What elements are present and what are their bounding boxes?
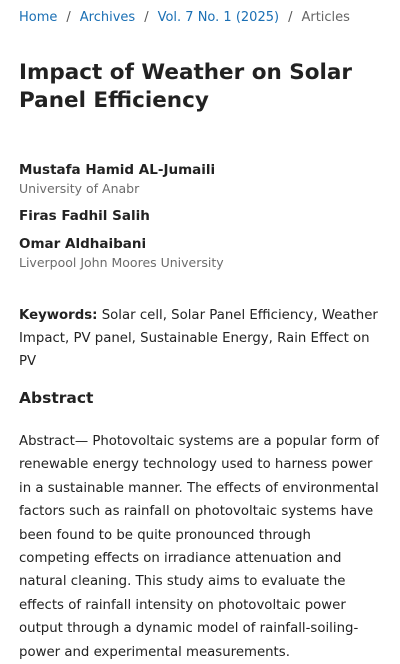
author-entry	[19, 206, 150, 226]
author-affiliation: Liverpool John Moores University	[19, 255, 224, 270]
breadcrumb-issue-link[interactable]: Vol. 7 No. 1 (2025)	[157, 10, 280, 25]
keywords-section	[19, 304, 381, 373]
author-name: Firas Fadhil Salih	[19, 208, 150, 224]
article-title: Impact of Weather on Solar Panel Efficiency	[19, 60, 353, 113]
keywords-label: Keywords:	[19, 308, 98, 323]
abstract-heading: Abstract	[19, 389, 94, 407]
author-entry	[19, 160, 215, 198]
breadcrumb-separator: /	[288, 10, 293, 25]
author-entry	[19, 234, 224, 272]
breadcrumb	[19, 9, 390, 26]
author-name: Mustafa Hamid AL-Jumaili	[19, 162, 216, 178]
breadcrumb-current: Articles	[301, 10, 350, 25]
breadcrumb-archives-link[interactable]: Archives	[79, 10, 136, 25]
abstract-text: Abstract— Photovoltaic systems are a popular form of renewable energy technology used to harness power in a sustainable manner. The effects of environmental factors such as rainfall on photovoltaic systems have been found to be quite pronounced through competing effects on irradiance attenuation and natural cleaning. This study aims to evaluate the effects of rainfall intensity on photovoltaic power output through a dynamic model of rainfall-soiling-power and experimental measurements.	[19, 434, 379, 660]
keywords-list: Solar cell, Solar Panel Efficiency, Weather Impact, PV panel, Sustainable Energy, Rain Effect on PV	[19, 308, 378, 369]
breadcrumb-home-link[interactable]: Home	[19, 10, 58, 25]
author-name: Omar Aldhaibani	[19, 236, 147, 252]
breadcrumb-separator: /	[66, 10, 71, 25]
author-affiliation: University of Anabr	[19, 181, 140, 196]
breadcrumb-separator: /	[144, 10, 149, 25]
